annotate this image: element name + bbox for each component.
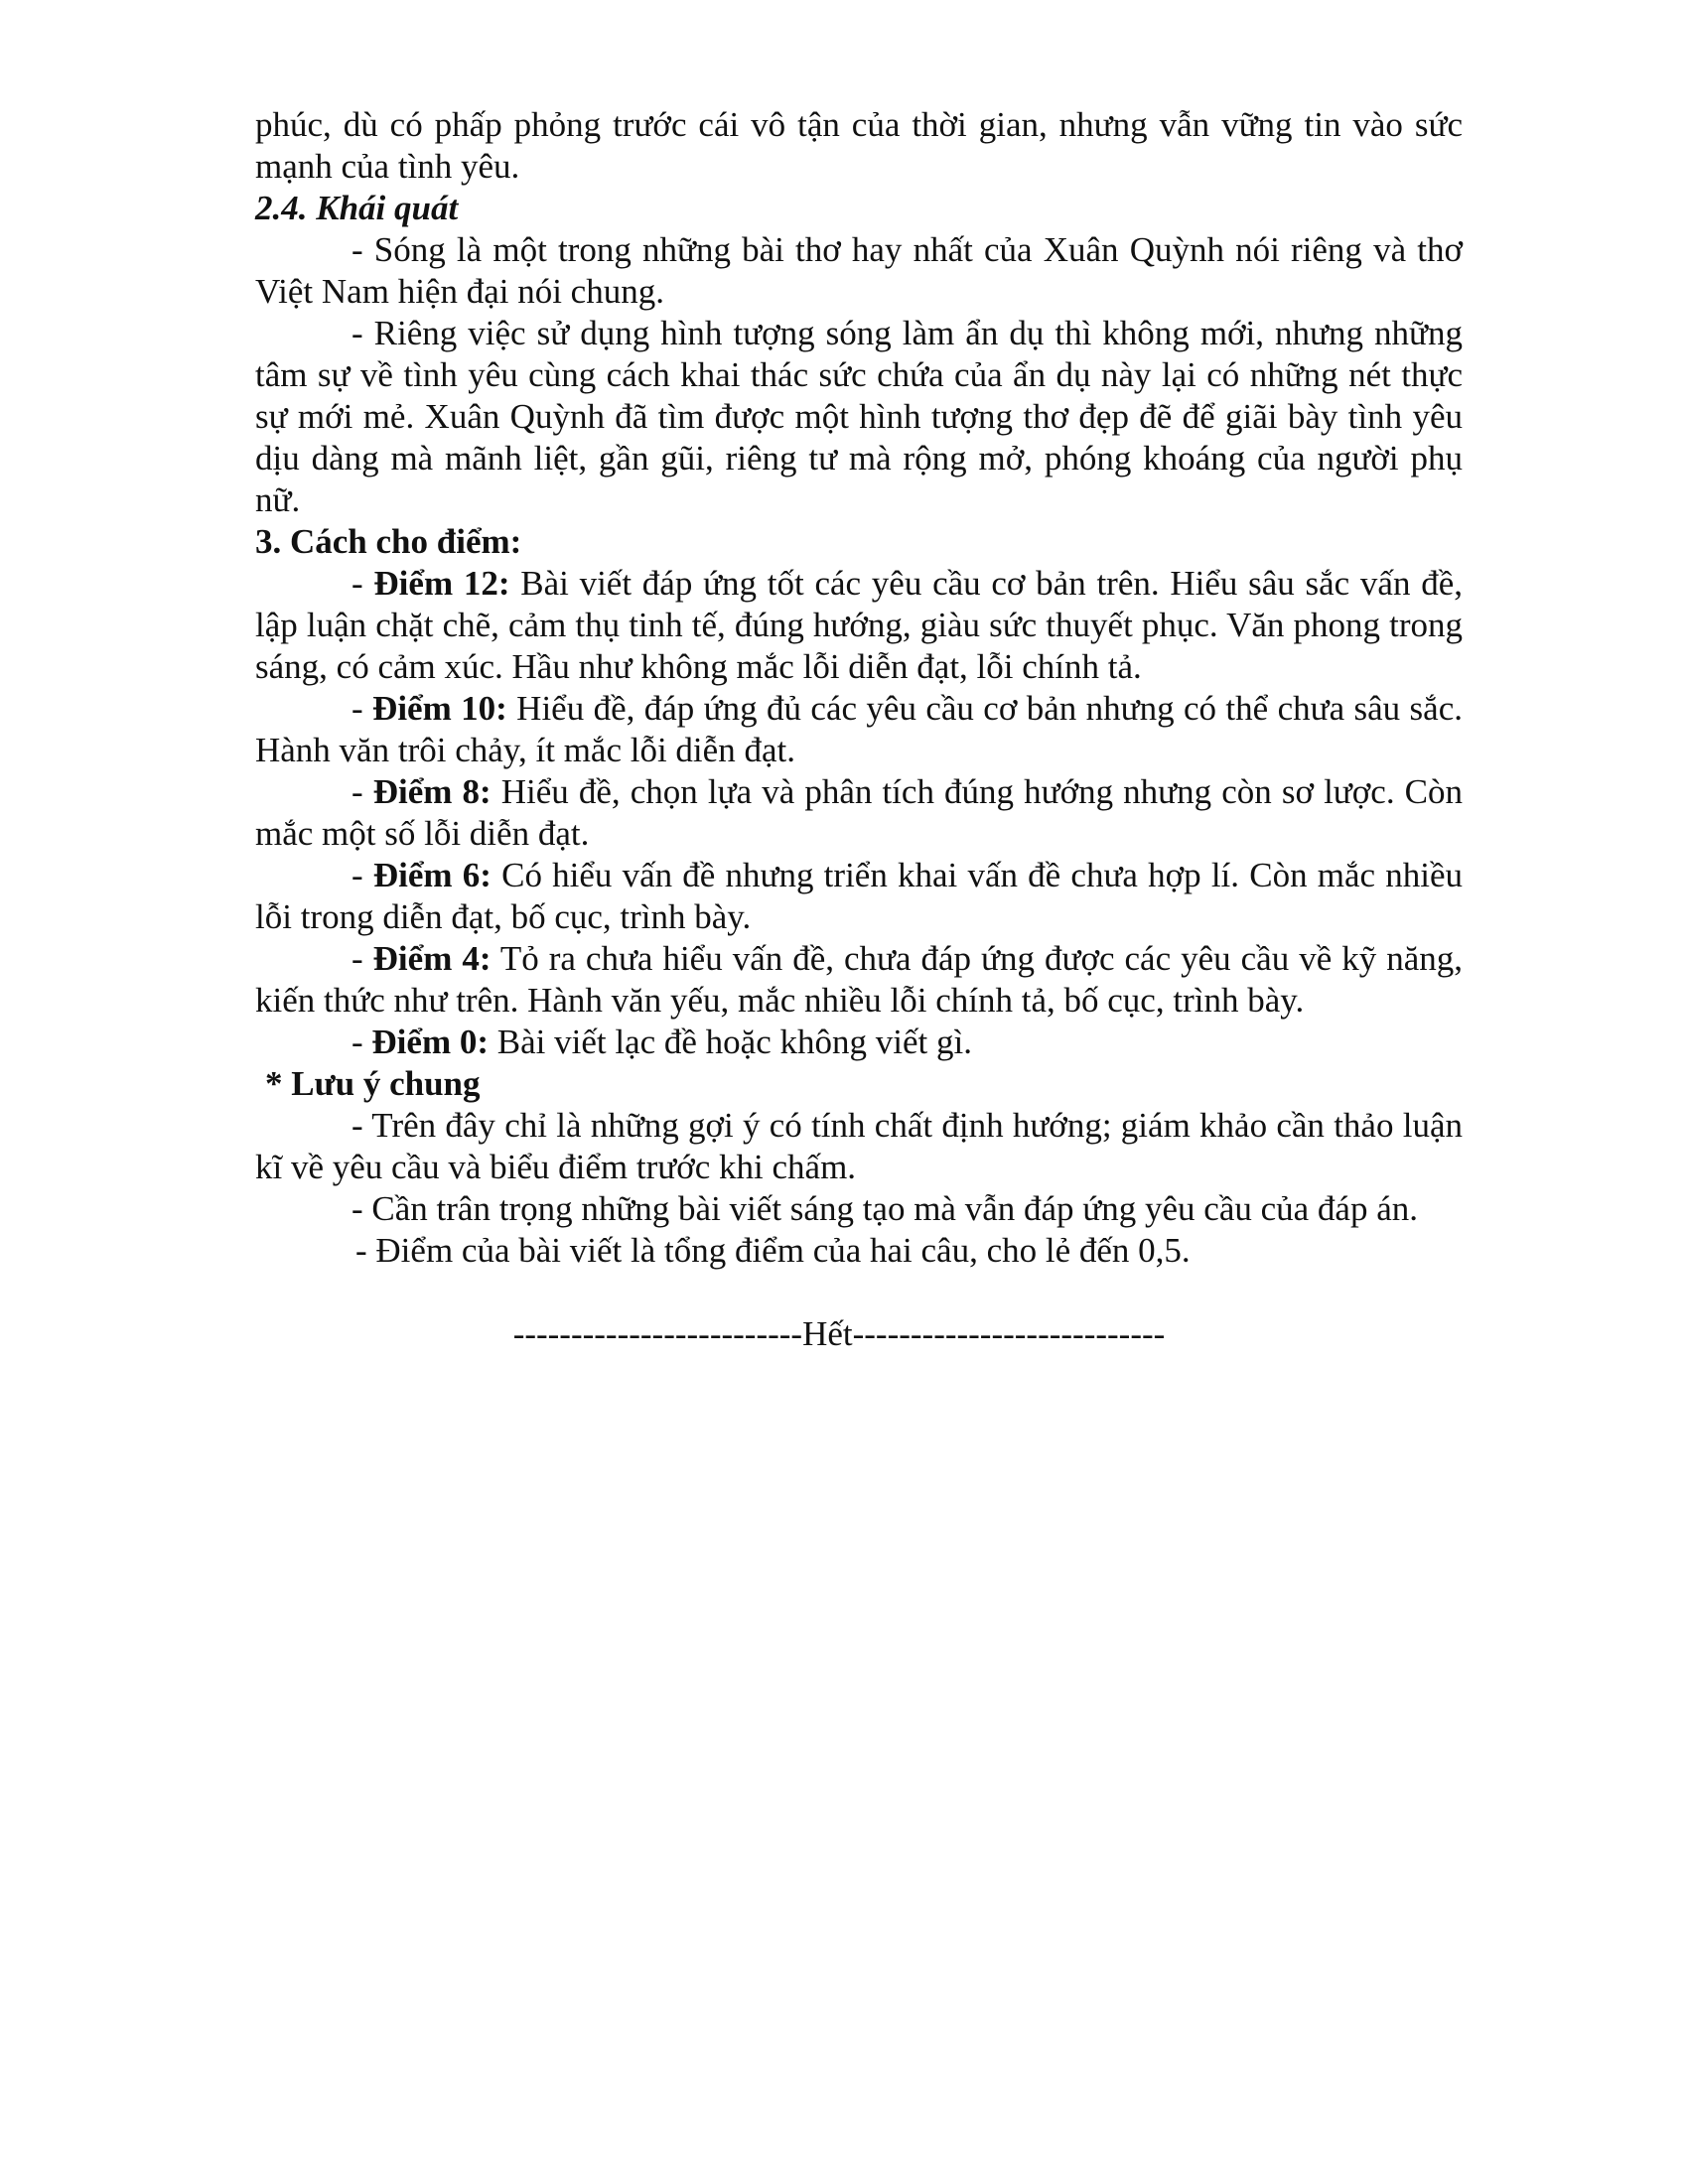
criterion-prefix: - [352, 564, 374, 603]
criterion-label: Điểm 8: [372, 772, 492, 811]
general-notes-heading: * Lưu ý chung [265, 1064, 481, 1103]
score-criterion-4 [255, 938, 1463, 1022]
general-note-item: - Cần trân trọng những bài viết sáng tạo mà vẫn đáp ứng yêu cầu của đáp án. [352, 1189, 1418, 1228]
criterion-text: Hiểu đề, đáp ứng đủ các yêu cầu cơ bản nhưng có thể chưa sâu sắc. Hành văn trôi chảy, ít mắc lỗi diễn đạt. [255, 689, 1463, 769]
general-note-item: - Trên đây chỉ là những gợi ý có tính chất định hướng; giám khảo cần thảo luận kĩ về yêu cầu và biểu điểm trước khi chấm. [255, 1106, 1463, 1186]
score-criterion-0 [255, 1022, 1463, 1063]
score-criterion-6 [255, 855, 1463, 938]
criterion-text: Tỏ ra chưa hiểu vấn đề, chưa đáp ứng được các yêu cầu về kỹ năng, kiến thức như trên. Hành văn yếu, mắc nhiều lỗi chính tả, bố cục, trình bày. [255, 939, 1463, 1020]
criterion-label: Điểm 6: [372, 856, 492, 894]
score-criterion-8 [255, 771, 1463, 855]
criterion-text: Bài viết đáp ứng tốt các yêu cầu cơ bản trên. Hiểu sâu sắc vấn đề, lập luận chặt chẽ, cảm thụ tinh tế, đúng hướng, giàu sức thuyết phục. Văn phong trong sáng, có cảm xúc. Hầu như không mắc lỗi diễn đạt, lỗi chính tả. [255, 564, 1463, 686]
criterion-prefix: - [352, 939, 373, 978]
criterion-label: Điểm 4: [372, 939, 492, 978]
section-2-4-item: - Sóng là một trong những bài thơ hay nhất của Xuân Quỳnh nói riêng và thơ Việt Nam hiện đại nói chung. [255, 230, 1463, 311]
general-note-item: - Điểm của bài viết là tổng điểm của hai câu, cho lẻ đến 0,5. [355, 1231, 1191, 1270]
criterion-prefix: - [352, 772, 373, 811]
criterion-text: Bài viết lạc đề hoặc không viết gì. [489, 1023, 972, 1061]
criterion-prefix: - [352, 689, 373, 728]
criterion-label: Điểm 12: [373, 564, 510, 603]
score-criterion-12 [255, 563, 1463, 688]
criterion-text: Hiểu đề, chọn lựa và phân tích đúng hướng nhưng còn sơ lược. Còn mắc một số lỗi diễn đạt. [255, 772, 1463, 853]
criterion-prefix: - [352, 1023, 372, 1061]
section-2-4-item: - Riêng việc sử dụng hình tượng sóng làm ẩn dụ thì không mới, nhưng những tâm sự về tình yêu cùng cách khai thác sức chứa của ẩn dụ này lại có những nét thực sự mới mẻ. Xuân Quỳnh đã tìm được một hình tượng thơ đẹp đẽ để giãi bày tình yêu dịu dàng mà mãnh liệt, gần gũi, riêng tư mà rộng mở, phóng khoáng của người phụ nữ. [255, 314, 1463, 519]
section-2-4-heading: 2.4. Khái quát [255, 189, 459, 227]
criterion-label: Điểm 0: [371, 1023, 490, 1061]
document-page [255, 104, 1463, 1355]
section-3-heading: 3. Cách cho điểm: [255, 522, 522, 561]
end-of-document-mark: -------------------------Hết--------------------------- [512, 1314, 1166, 1353]
score-criterion-10 [255, 688, 1463, 771]
criterion-prefix: - [352, 856, 373, 894]
criterion-text: Có hiểu vấn đề nhưng triển khai vấn đề chưa hợp lí. Còn mắc nhiều lỗi trong diễn đạt, bố cục, trình bày. [255, 856, 1463, 936]
intro-paragraph: phúc, dù có phấp phỏng trước cái vô tận của thời gian, nhưng vẫn vững tin vào sức mạnh của tình yêu. [255, 105, 1463, 186]
criterion-label: Điểm 10: [372, 689, 507, 728]
